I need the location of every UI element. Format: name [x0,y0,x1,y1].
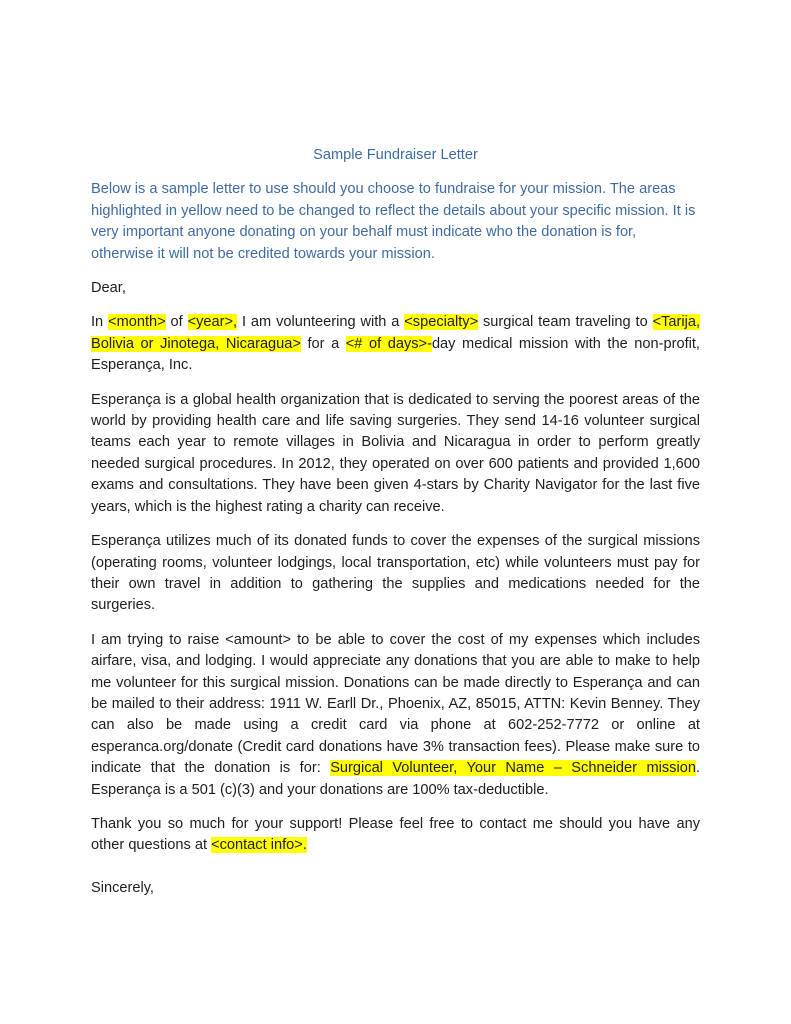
text-segment: Esperança is a global health organization that is dedicated to serving the poorest areas of the world by providing health care and life saving surgeries. They send 14-16 volunteer surgical teams each year to remote villages in Bolivia and Nicaragua in order to perform greatly needed surgical procedures. In 2012, they operated on over 600 patients and provided 1,600 exams and consultations. They have been given 4-stars by Charity Navigator for the last five years, which is the highest rating a charity can receive. [91,391,700,515]
closing: Sincerely, [91,879,154,896]
highlighted-placeholder: <month> [108,314,166,331]
letter-paragraph [91,312,700,376]
text-segment: surgical team traveling to [478,314,653,331]
text-segment: . Esperança is a 501 (c)(3) and your donations are 100% tax-deductible. [91,760,700,798]
highlighted-placeholder: <contact info>. [211,837,307,854]
letter-body [91,312,700,856]
text-segment: of [165,314,188,331]
text-segment: Esperança utilizes much of its donated funds to cover the expenses of the surgical missions (operating rooms, volunteer lodgings, local transportation, etc) while volunteers must pay for their own travel in addition to gathering the supplies and medications needed for the surgeries. [91,533,700,614]
letter-paragraph [91,531,700,617]
highlighted-placeholder: <# of days>- [345,335,432,352]
text-segment: In [91,314,109,331]
text-segment: day medical mission with the non-profit, Esperança, Inc. [91,335,700,374]
text-segment: Thank you so much for your support! Please feel free to contact me should you have any other questions at [91,815,700,854]
letter-paragraph [91,390,700,518]
highlighted-placeholder: <Tarija, Bolivia or Jinotega, Nicaragua> [91,314,701,352]
text-segment: I am volunteering with a [237,314,405,331]
highlighted-placeholder: <specialty> [404,314,479,331]
document-title: Sample Fundraiser Letter [313,147,478,163]
letter-paragraph [91,630,700,801]
highlighted-placeholder: Surgical Volunteer, Your Name – Schneider mission [330,760,696,777]
text-segment: I am trying to raise <amount> to be able to cover the cost of my expenses which includes airfare, visa, and lodging. I would appreciate any donations that you are able to make to help me volunteer for this surgical mission. Donations can be made directly to Esperança and can be mailed to their address: 1911 W. Earll Dr., Phoenix, AZ, 85015, ATTN: Kevin Benney. They can also be made using a credit card via phone at 602-252-7772 or online at esperanca.org/donate (Credit card donations have 3% transaction fees). Please make sure to indicate that the donation is for: [91,631,700,777]
letter-paragraph [91,814,700,857]
intro-paragraph: Below is a sample letter to use should you choose to fundraise for your mission. The areas highlighted in yellow need to be changed to reflect the details about your specific mission. It is very important anyone donating on your behalf must indicate who the donation is for, otherwise it will not be credited towards your mission. [91,181,696,262]
salutation: Dear, [91,280,126,297]
text-segment: for a [300,335,346,352]
highlighted-placeholder: <year>, [187,314,238,331]
